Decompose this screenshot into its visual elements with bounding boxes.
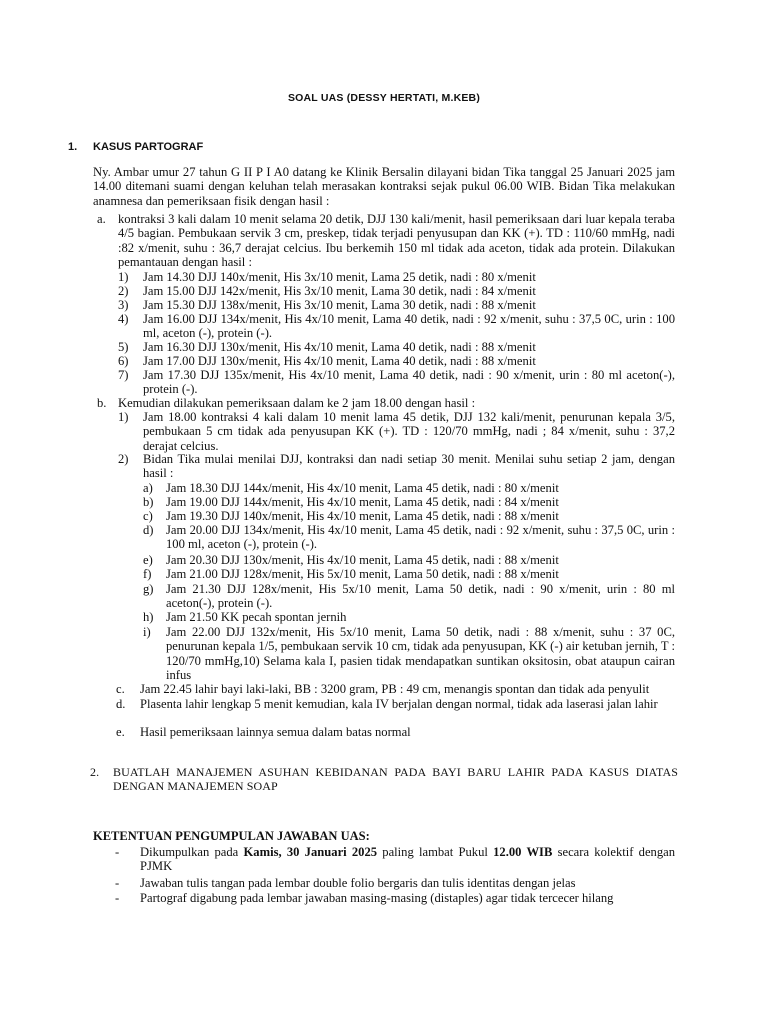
item-b-sub-b-label: b) bbox=[143, 495, 154, 509]
item-a-1-label: 1) bbox=[118, 270, 129, 284]
item-b-sub-i-text: Jam 22.00 DJJ 132x/menit, His 5x/10 menit, Lama 50 detik, nadi : 88 x/menit, suhu : 37 0C, penurunan kepala 1/5, pembukaan servik 10 cm, tidak ada penyusupan, KK (-) air ketuban jernih, T : 120/70 mmHg,10) Selama kala I, pasien tidak mendapatkan suntikan oksitosin, obat ataupun cairan infus bbox=[166, 625, 675, 683]
ketentuan-title: KETENTUAN PENGUMPULAN JAWABAN UAS: bbox=[93, 829, 370, 843]
item-b-label: b. bbox=[97, 396, 107, 410]
item-a-4-label: 4) bbox=[118, 312, 129, 326]
item-a-label: a. bbox=[97, 212, 106, 226]
item-c-text: Jam 22.45 lahir bayi laki-laki, BB : 3200 gram, PB : 49 cm, menangis spontan dan tidak ada penyulit bbox=[140, 682, 650, 696]
item-a-6-text: Jam 17.00 DJJ 130x/menit, His 4x/10 menit, Lama 40 detik, nadi : 88 x/menit bbox=[143, 354, 536, 368]
item-b-sub-b-text: Jam 19.00 DJJ 144x/menit, His 4x/10 menit, Lama 45 detik, nadi : 84 x/menit bbox=[166, 495, 559, 509]
item-b-sub-i-label: i) bbox=[143, 625, 151, 639]
item-a-5-label: 5) bbox=[118, 340, 129, 354]
item-b-sub-c-text: Jam 19.30 DJJ 140x/menit, His 4x/10 menit, Lama 45 detik, nadi : 88 x/menit bbox=[166, 509, 559, 523]
item-a-text: kontraksi 3 kali dalam 10 menit selama 20 detik, DJJ 130 kali/menit, hasil pemeriksaan dari luar kepala teraba 4/5 bagian. Pembukaan servik 3 cm, preskep, tidak terjadi penyusupan dan KK (+). TD : 110/60 mmHg, nadi :82 x/menit, suhu : 36,7 derajat celcius. Ibu berkemih 150 ml tidak ada aceton, tidak ada protein. Dilakukan pemantauan dengan hasil : bbox=[118, 212, 675, 270]
item-a-7-text: Jam 17.30 DJJ 135x/menit, His 4x/10 menit, Lama 40 detik, nadi : 90 x/menit, urin : 80 ml aceton(-), protein (-). bbox=[143, 368, 675, 397]
ketentuan-item-1-mid: paling lambat Pukul bbox=[382, 845, 488, 859]
section-1-number: 1. bbox=[68, 141, 78, 153]
document-title: SOAL UAS (DESSY HERTATI, M.KEB) bbox=[287, 92, 481, 104]
item-b-sub-g-label: g) bbox=[143, 582, 154, 596]
item-b-sub-g-text: Jam 21.30 DJJ 128x/menit, His 5x/10 menit, Lama 50 detik, nadi : 90 x/menit, urin : 80 ml aceton(-), protein (-). bbox=[166, 582, 675, 611]
ketentuan-bullet-1: - bbox=[115, 845, 120, 859]
item-b-sub-f-label: f) bbox=[143, 567, 152, 581]
item-a-2-text: Jam 15.00 DJJ 142x/menit, His 3x/10 menit, Lama 30 detik, nadi : 84 x/menit bbox=[143, 284, 536, 298]
item-a-3-text: Jam 15.30 DJJ 138x/menit, His 3x/10 menit, Lama 30 detik, nadi : 88 x/menit bbox=[143, 298, 536, 312]
item-d-label: d. bbox=[116, 697, 126, 711]
ketentuan-item-1-post: secara kolektif dengan PJMK bbox=[140, 845, 676, 874]
item-a-2-label: 2) bbox=[118, 284, 129, 298]
item-a-5-text: Jam 16.30 DJJ 130x/menit, His 4x/10 menit, Lama 40 detik, nadi : 88 x/menit bbox=[143, 340, 536, 354]
item-b-2-text: Bidan Tika mulai menilai DJJ, kontraksi dan nadi setiap 30 menit. Menilai suhu setiap 2 jam, dengan hasil : bbox=[143, 452, 675, 481]
section-1-title: KASUS PARTOGRAF bbox=[93, 141, 204, 153]
item-b-sub-h-label: h) bbox=[143, 610, 154, 624]
item-b-sub-a-text: Jam 18.30 DJJ 144x/menit, His 4x/10 menit, Lama 45 detik, nadi : 80 x/menit bbox=[166, 481, 559, 495]
ketentuan-item-1 bbox=[140, 845, 675, 874]
item-b-sub-h-text: Jam 21.50 KK pecah spontan jernih bbox=[166, 610, 347, 624]
item-b-sub-e-text: Jam 20.30 DJJ 130x/menit, His 4x/10 menit, Lama 45 detik, nadi : 88 x/menit bbox=[166, 553, 559, 567]
item-b-sub-e-label: e) bbox=[143, 553, 153, 567]
item-e-label: e. bbox=[116, 725, 125, 739]
item-b-sub-d-label: d) bbox=[143, 523, 154, 537]
item-b-text: Kemudian dilakukan pemeriksaan dalam ke 2 jam 18.00 dengan hasil : bbox=[118, 396, 476, 410]
item-a-4-text: Jam 16.00 DJJ 134x/menit, His 4x/10 menit, Lama 40 detik, nadi : 92 x/menit, suhu : 37,5 0C, urin : 100 ml, aceton (-), protein (-). bbox=[143, 312, 675, 341]
ketentuan-bullet-2: - bbox=[115, 876, 120, 890]
item-b-sub-c-label: c) bbox=[143, 509, 153, 523]
section-2-instruction: BUATLAH MANAJEMEN ASUHAN KEBIDANAN PADA BAYI BARU LAHIR PADA KASUS DIATAS DENGAN MANAJEMEN SOAP bbox=[113, 765, 678, 794]
ketentuan-item-1-date: Kamis, 30 Januari 2025 bbox=[243, 845, 378, 859]
ketentuan-item-2: Jawaban tulis tangan pada lembar double folio bergaris dan tulis identitas dengan jelas bbox=[140, 876, 576, 890]
ketentuan-bullet-3: - bbox=[115, 891, 120, 905]
item-e-text: Hasil pemeriksaan lainnya semua dalam batas normal bbox=[140, 725, 411, 739]
item-b-2-label: 2) bbox=[118, 452, 129, 466]
item-b-sub-a-label: a) bbox=[143, 481, 153, 495]
case-intro-paragraph: Ny. Ambar umur 27 tahun G II P I A0 datang ke Klinik Bersalin dilayani bidan Tika tanggal 25 Januari 2025 jam 14.00 ditemani suami dengan keluhan telah merasakan kontraksi sejak pukul 06.00 WIB. Bidan Tika melakukan anamnesa dan pemeriksaan fisik dengan hasil : bbox=[93, 165, 675, 208]
item-b-sub-d-text: Jam 20.00 DJJ 134x/menit, His 4x/10 menit, Lama 45 detik, nadi : 92 x/menit, suhu : 37,5 0C, urin : 100 ml, aceton (-), protein (-). bbox=[166, 523, 675, 552]
item-b-1-label: 1) bbox=[118, 410, 129, 424]
item-c-label: c. bbox=[116, 682, 125, 696]
item-b-1-text: Jam 18.00 kontraksi 4 kali dalam 10 menit lama 45 detik, DJJ 132 kali/menit, penurunan kepala 3/5, pembukaan 5 cm tidak ada penyusupan KK (+). TD : 120/70 mmHg, nadi ; 84 x/menit, suhu : 37,2 derajat celcius. bbox=[143, 410, 675, 453]
item-b-sub-f-text: Jam 21.00 DJJ 128x/menit, His 5x/10 menit, Lama 50 detik, nadi : 88 x/menit bbox=[166, 567, 559, 581]
item-a-3-label: 3) bbox=[118, 298, 129, 312]
item-a-7-label: 7) bbox=[118, 368, 129, 382]
ketentuan-item-3: Partograf digabung pada lembar jawaban masing-masing (distaples) agar tidak tercecer hilang bbox=[140, 891, 614, 905]
section-2-number: 2. bbox=[90, 765, 100, 779]
item-a-6-label: 6) bbox=[118, 354, 129, 368]
item-d-text: Plasenta lahir lengkap 5 menit kemudian, kala IV berjalan dengan normal, tidak ada laserasi jalan lahir bbox=[140, 697, 658, 711]
ketentuan-item-1-time: 12.00 WIB bbox=[493, 845, 553, 859]
item-a-1-text: Jam 14.30 DJJ 140x/menit, His 3x/10 menit, Lama 25 detik, nadi : 80 x/menit bbox=[143, 270, 536, 284]
ketentuan-item-1-pre: Dikumpulkan pada bbox=[140, 845, 239, 859]
